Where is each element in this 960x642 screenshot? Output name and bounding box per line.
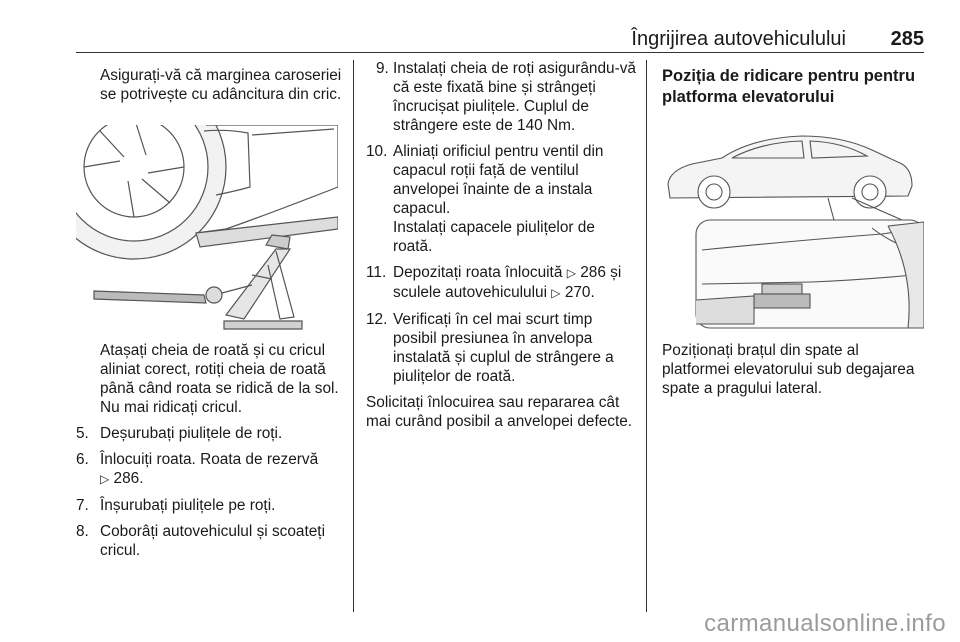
step-8 <box>76 522 344 560</box>
column-divider-1 <box>353 60 354 612</box>
page-header <box>76 26 924 52</box>
lift-figure <box>662 124 924 332</box>
column-divider-2 <box>646 60 647 612</box>
column-1-lower <box>76 341 344 560</box>
step-number: 10. <box>366 143 388 160</box>
step-number: 6. <box>76 451 89 468</box>
column-3-lower <box>662 341 928 398</box>
step-number: 7. <box>76 497 89 514</box>
step-number: 9. <box>376 60 389 77</box>
step-number: 8. <box>76 523 89 540</box>
ref-arrow-icon: ▷ <box>100 472 110 486</box>
page-reference[interactable]: 286 <box>580 264 606 281</box>
step-6 <box>76 450 344 489</box>
closing-text: Solicitați înlocuirea sau repararea cât mai curând posibil a anvelopei defecte. <box>366 394 633 430</box>
step-number: 12. <box>366 311 388 328</box>
step-text: Aliniați orificiul pentru ventil din capacul roții față de ventilul anvelopei înainte de a instala capacul. <box>393 143 604 217</box>
step-11 <box>366 263 638 303</box>
ref-arrow-icon: ▷ <box>551 286 561 300</box>
step-text: Coborâți autovehiculul și scoateți cricul. <box>100 523 325 559</box>
step-10-note: Instalați capacele piulițelor de roată. <box>393 219 595 255</box>
step-text: Înșurubați piulițele pe roți. <box>100 497 276 514</box>
step-5 <box>76 424 344 443</box>
jack-figure <box>76 125 338 333</box>
step-10 <box>366 142 638 256</box>
car-on-lift-icon <box>662 124 924 332</box>
step-number: 11. <box>366 264 387 281</box>
watermark: carmanualsonline.info <box>704 610 946 637</box>
step-text: Depozitați roata înlocuită <box>393 264 563 281</box>
jack-under-car-icon <box>76 125 338 333</box>
intro-text: Asigurați-vă că marginea caroseriei se potrivește cu adâncitura din cric. <box>100 67 342 103</box>
step-9 <box>366 59 638 135</box>
step-text: Înlocuiți roata. Roata de rezervă <box>100 451 319 468</box>
ref-arrow-icon: ▷ <box>566 266 576 280</box>
column-3 <box>662 66 928 108</box>
lift-instruction: Poziționați brațul din spate al platformei elevatorului sub degajarea spate a pragului lateral. <box>662 342 915 397</box>
step-number: 5. <box>76 425 89 442</box>
step-text: Instalați cheia de roți asigurându-vă că este fixată bine și strângeți încrucișat piulițele. Cuplul de strângere este de 140 Nm. <box>393 60 636 134</box>
step-12 <box>366 310 638 386</box>
step-text: și sculele autovehiculului <box>393 264 622 301</box>
page-number: 285 <box>890 28 924 50</box>
column-2 <box>366 59 638 431</box>
column-1 <box>76 66 344 104</box>
jack-caption: Atașați cheia de roată și cu cricul aliniat corect, rotiți cheia de roată până când roata se ridică de la sol. Nu mai ridicați cricul. <box>100 342 339 416</box>
page-reference[interactable]: 270. <box>564 284 595 301</box>
chapter-title: Îngrijirea autovehiculului <box>631 28 846 50</box>
section-heading: Poziția de ridicare pentru pentru platforma elevatorului <box>662 67 916 106</box>
page-reference[interactable]: 286. <box>113 470 144 487</box>
step-7 <box>76 496 344 515</box>
step-text: Deșurubați piulițele de roți. <box>100 425 283 442</box>
header-divider <box>76 52 924 53</box>
step-text: Verificați în cel mai scurt timp posibil presiunea în anvelopa instalată și cuplul de strângere a piulițelor de roată. <box>393 311 614 385</box>
